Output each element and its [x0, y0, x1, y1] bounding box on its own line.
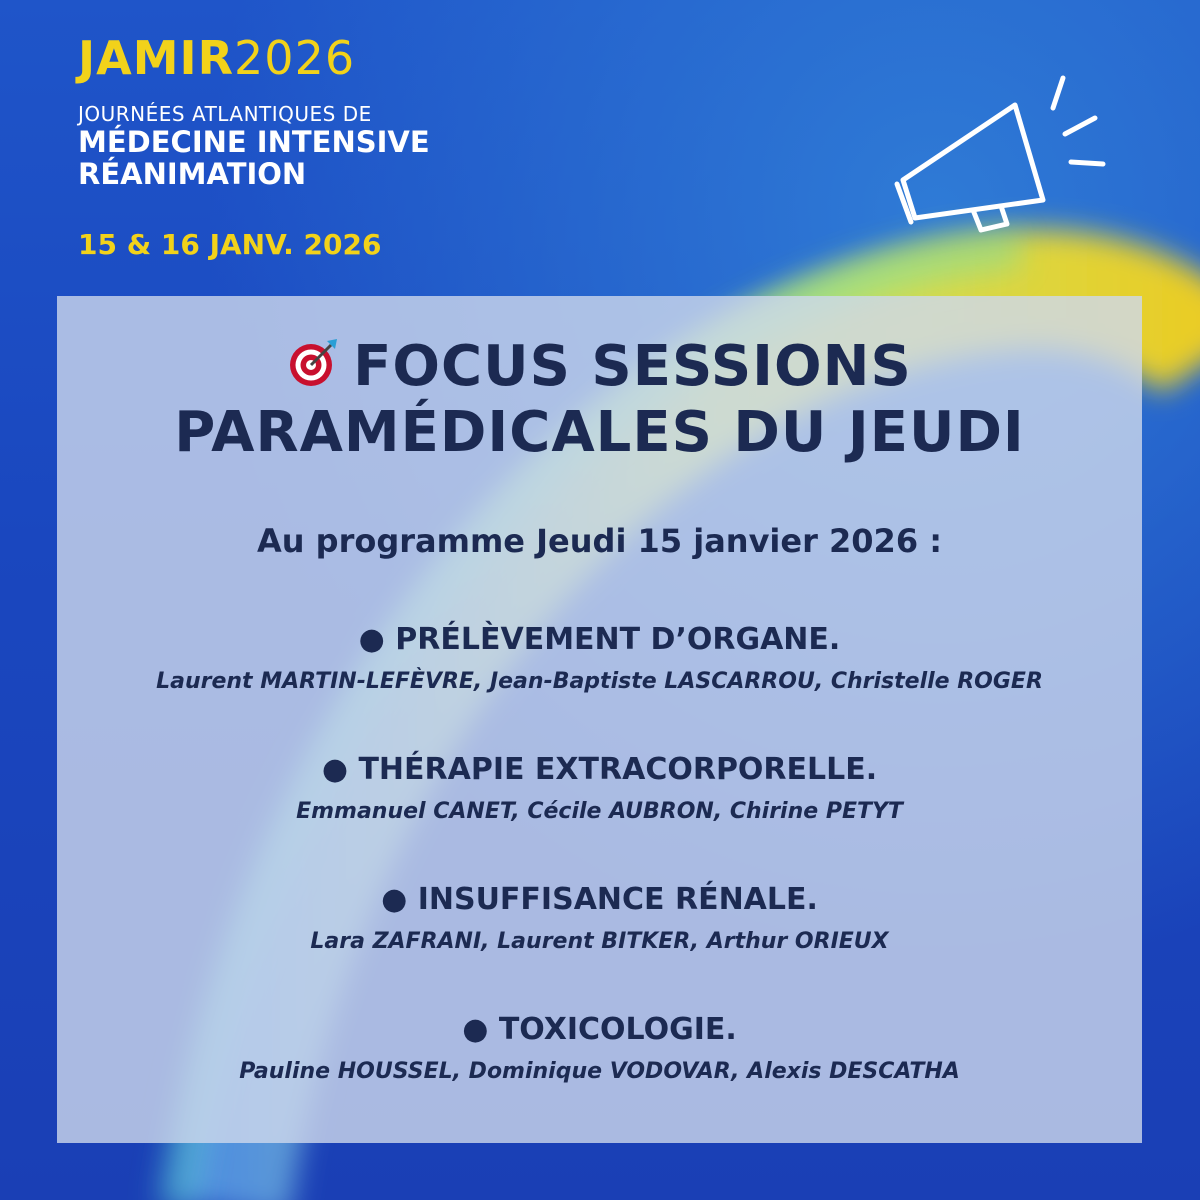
event-date: 15 & 16 JANV. 2026	[78, 228, 382, 261]
event-subtitle-line1: JOURNÉES ATLANTIQUES DE	[78, 102, 372, 126]
session-item	[57, 748, 1142, 832]
headline	[57, 334, 1142, 466]
session-title: ● INSUFFISANCE RÉNALE.	[381, 882, 818, 917]
info-panel	[57, 296, 1142, 1143]
event-subtitle-line2: MÉDECINE INTENSIVE	[78, 125, 430, 159]
program-intro: Au programme Jeudi 15 janvier 2026 :	[256, 522, 943, 560]
session-speakers: Laurent MARTIN-LEFÈVRE, Jean-Baptiste LASCARROU, Christelle ROGER	[156, 669, 1043, 694]
headline-line1-text: FOCUS SESSIONS	[353, 334, 912, 399]
logo-bold-text: JAMIR	[78, 31, 235, 85]
session-speakers: Lara ZAFRANI, Laurent BITKER, Arthur ORIEUX	[310, 929, 889, 954]
target-dart-icon	[287, 337, 339, 389]
event-branding	[78, 28, 430, 190]
session-title: ● PRÉLÈVEMENT D’ORGANE.	[358, 622, 841, 657]
megaphone-icon	[885, 60, 1115, 240]
logo-year-text: 2026	[234, 31, 356, 85]
event-subtitle-line3: RÉANIMATION	[78, 157, 307, 191]
event-logo	[78, 28, 430, 88]
session-item	[57, 618, 1142, 702]
session-speakers: Pauline HOUSSEL, Dominique VODOVAR, Alexis DESCATHA	[239, 1059, 960, 1084]
headline-line2: PARAMÉDICALES DU JEUDI	[174, 400, 1025, 465]
session-title: ● TOXICOLOGIE.	[462, 1012, 737, 1047]
headline-line1	[57, 334, 1142, 400]
session-item	[57, 1008, 1142, 1092]
session-title: ● THÉRAPIE EXTRACORPORELLE.	[321, 752, 878, 787]
session-speakers: Emmanuel CANET, Cécile AUBRON, Chirine PETYT	[296, 799, 903, 824]
session-item	[57, 878, 1142, 962]
